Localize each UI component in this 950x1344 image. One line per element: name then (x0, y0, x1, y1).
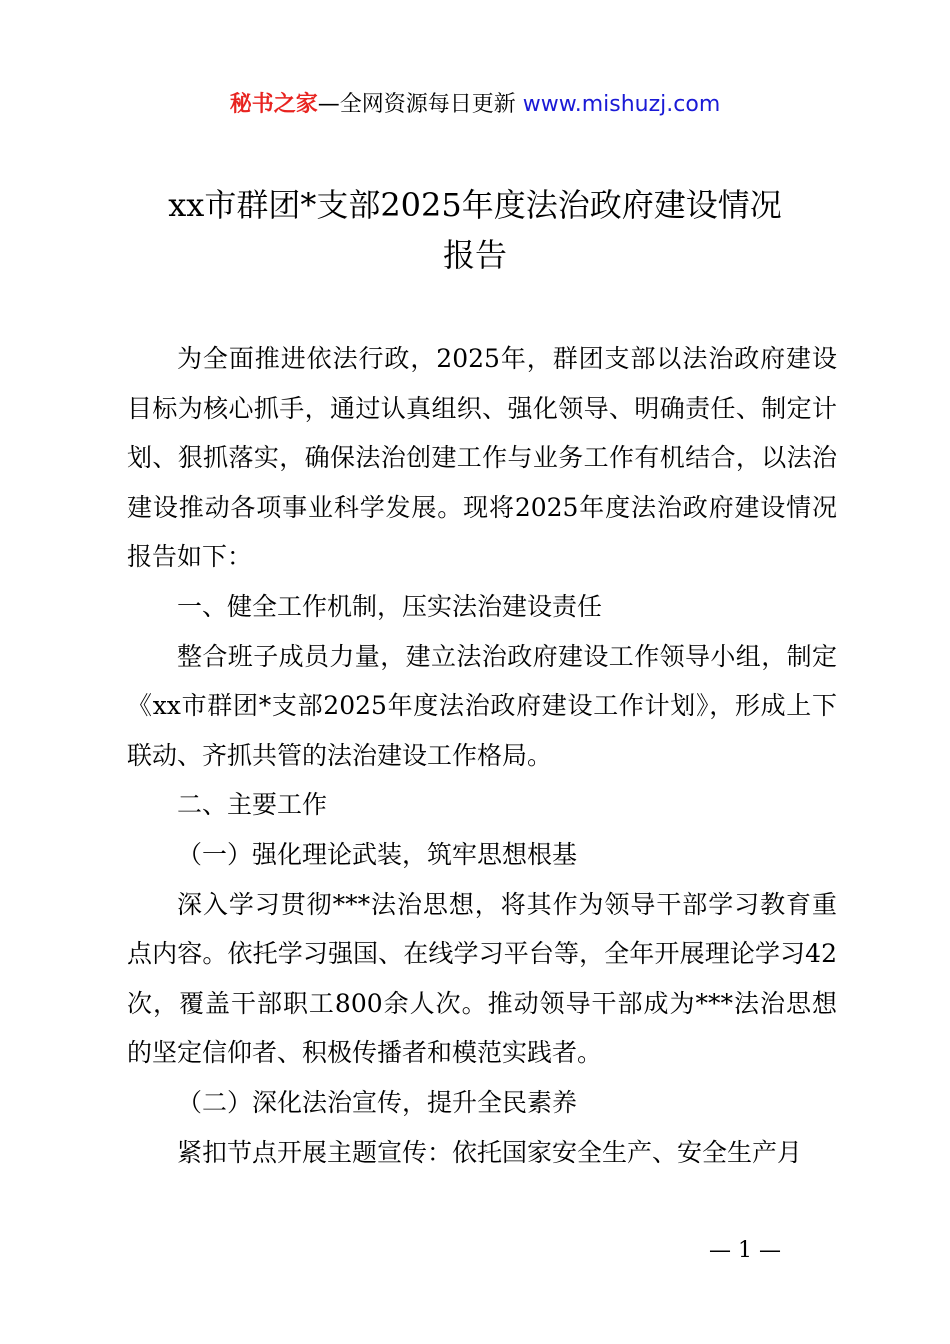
site-tagline: —全网资源每日更新 (317, 92, 523, 117)
document-title (100, 180, 850, 280)
section-heading-1: 一、健全工作机制，压实法治建设责任 (177, 591, 603, 621)
section-heading-2: 二、主要工作 (177, 790, 328, 820)
site-brand: 秘书之家 (229, 92, 318, 117)
body-paragraph: 整合班子成员力量，建立法治政府建设工作领导小组，制定《xx市群团*支部2025年度法治政府建设工作计划》，形成上下联动、齐抓共管的法治建设工作格局。 (127, 641, 837, 770)
site-url-link[interactable]: www.mishuzj.com (522, 92, 721, 117)
subsection-heading-1: （一）强化理论武装，筑牢思想根基 (177, 839, 578, 869)
title-line-2: 报告 (442, 236, 507, 274)
site-banner (0, 88, 950, 122)
page-number: — 1 — (709, 1238, 781, 1263)
body-paragraph: 深入学习贯彻***法治思想，将其作为领导干部学习教育重点内容。依托学习强国、在线学习平台等，全年开展理论学习42次，覆盖干部职工800余人次。推动领导干部成为***法治思想的坚定信仰者、积极传播者和模范实践者。 (127, 889, 837, 1068)
body-paragraph: 紧扣节点开展主题宣传：依托国家安全生产、安全生产月 (177, 1137, 803, 1167)
title-line-1: xx市群团*支部2025年度法治政府建设情况 (168, 186, 782, 224)
intro-paragraph: 为全面推进依法行政，2025年，群团支部以法治政府建设目标为核心抓手，通过认真组织、强化领导、明确责任、制定计划、狠抓落实，确保法治创建工作与业务工作有机结合，以法治建设推动各项事业科学发展。现将2025年度法治政府建设情况报告如下： (127, 344, 837, 572)
subsection-heading-2: （二）深化法治宣传，提升全民素养 (177, 1087, 578, 1117)
document-body (127, 334, 837, 1177)
